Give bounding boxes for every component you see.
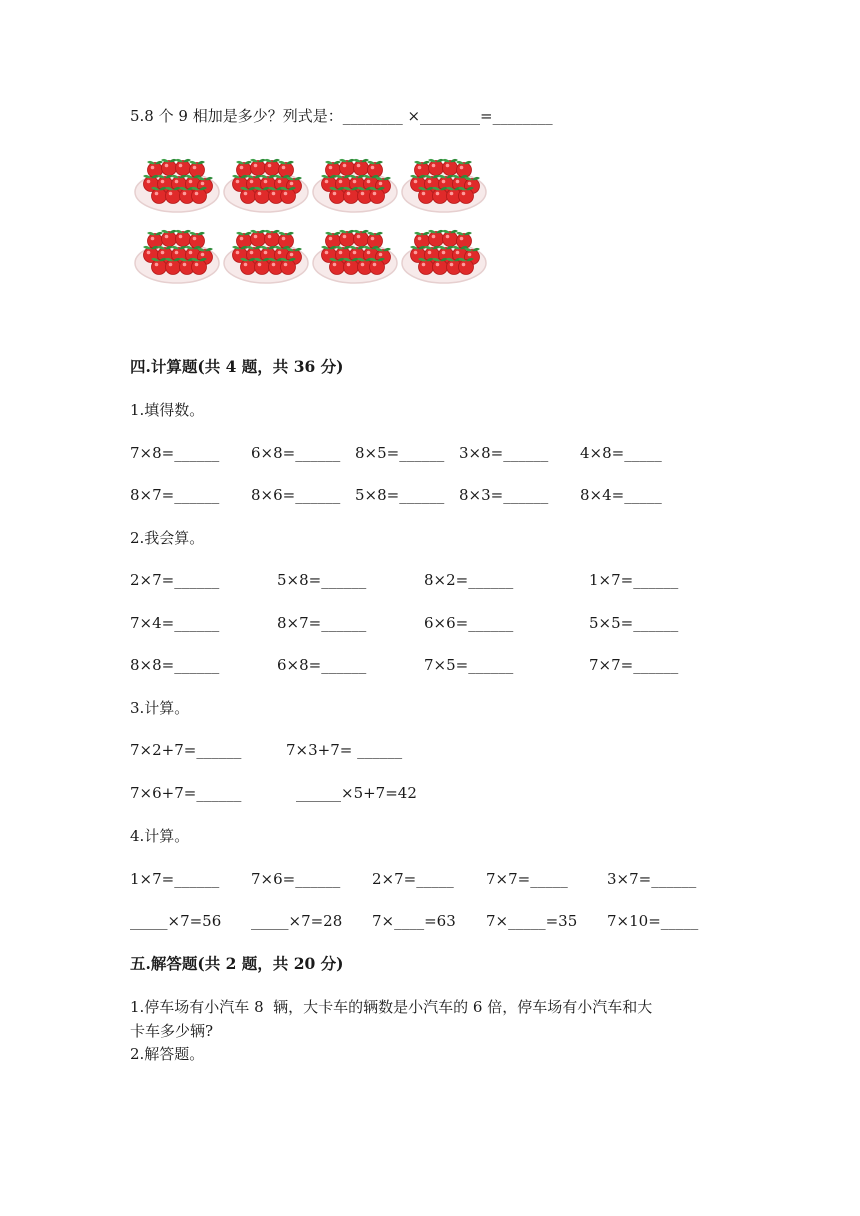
apple-shape [191, 258, 207, 275]
problem-cell: 8×6=______ [251, 486, 341, 504]
problem-cell: 8×7=______ [277, 614, 367, 632]
problem-2-row-3 [0, 655, 860, 675]
apple-shape [254, 258, 270, 275]
apple-shape [339, 159, 355, 176]
apple-plate-drawing [311, 225, 399, 287]
apple-plate [400, 154, 488, 216]
apple-plate-drawing [222, 225, 310, 287]
apple-plate [133, 154, 221, 216]
apple-shape [353, 159, 369, 176]
apple-shape [240, 187, 256, 204]
apple-shape [442, 230, 458, 247]
problem-cell: 7×6=______ [251, 870, 341, 888]
apple-shape [369, 258, 385, 275]
problem-cell: 1×7=______ [589, 571, 679, 589]
apple-shape [250, 230, 266, 247]
apple-shape [458, 187, 474, 204]
problem-cell: 7×2+7=______ [130, 741, 242, 759]
problem-1-row-1 [0, 443, 860, 463]
apple-plate [222, 154, 310, 216]
apple-shape [161, 230, 177, 247]
problem-3-row-1 [0, 740, 860, 760]
problem-4-row-1 [0, 869, 860, 889]
apple-shape [264, 159, 280, 176]
section-5-title: 五.解答题(共 2 题，共 20 分) [130, 954, 344, 973]
question-5: 5.8 个 9 相加是多少？列式是：________ ×________=________ [130, 107, 553, 125]
apple-shape [442, 159, 458, 176]
apple-shape [165, 258, 181, 275]
apple-plate [133, 225, 221, 287]
apple-shape [329, 258, 345, 275]
problem-cell: 7×7=______ [589, 656, 679, 674]
question-2: 2.解答题。 [130, 1045, 205, 1063]
problem-cell: 8×4=_____ [580, 486, 662, 504]
question-1-line-1: 1.停车场有小汽车 8 辆，大卡车的辆数是小汽车的 6 倍，停车场有小汽车和大 [130, 998, 653, 1016]
problem-2-title: 2.我会算。 [130, 529, 205, 547]
apple-plate [400, 225, 488, 287]
problem-cell: 8×5=______ [355, 444, 445, 462]
problem-cell: 7×6+7=______ [130, 784, 242, 802]
apple-shape [151, 187, 167, 204]
section-4-title: 四.计算题(共 4 题，共 36 分) [130, 357, 344, 376]
apple-plate-drawing [222, 154, 310, 216]
problem-cell: 7×5=______ [424, 656, 514, 674]
apple-shape [280, 187, 296, 204]
problem-4-title: 4.计算。 [130, 827, 190, 845]
apple-plate-drawing [400, 225, 488, 287]
apple-shape [418, 258, 434, 275]
problem-cell: 8×7=______ [130, 486, 220, 504]
problem-cell: 7×8=______ [130, 444, 220, 462]
apple-shape [250, 159, 266, 176]
problem-cell: _____×7=28 [251, 912, 343, 930]
problem-cell: 2×7=_____ [372, 870, 454, 888]
apple-shape [161, 159, 177, 176]
problem-cell: 6×8=______ [277, 656, 367, 674]
problem-cell: 6×6=______ [424, 614, 514, 632]
apple-shape [432, 258, 448, 275]
problem-1-row-2 [0, 485, 860, 505]
apple-shape [369, 187, 385, 204]
problem-1-title: 1.填得数。 [130, 401, 205, 419]
apple-shape [175, 159, 191, 176]
problem-cell: 7×4=______ [130, 614, 220, 632]
problem-cell: 8×3=______ [459, 486, 549, 504]
problem-cell: 7×____=63 [372, 912, 456, 930]
problem-cell: 7×3+7= ______ [286, 741, 403, 759]
apple-plate [311, 225, 399, 287]
problem-cell: 8×8=______ [130, 656, 220, 674]
apple-shape [329, 187, 345, 204]
question-1-line-2: 卡车多少辆? [130, 1022, 214, 1040]
apple-plate-drawing [133, 225, 221, 287]
apple-plate [222, 225, 310, 287]
apple-plate-drawing [400, 154, 488, 216]
apple-plate-drawing [311, 154, 399, 216]
problem-cell: 4×8=_____ [580, 444, 662, 462]
problem-cell: 5×8=______ [355, 486, 445, 504]
apple-shape [254, 187, 270, 204]
apple-plate [311, 154, 399, 216]
problem-2-row-2 [0, 613, 860, 633]
problem-cell: 7×7=_____ [486, 870, 568, 888]
apple-shape [151, 258, 167, 275]
problem-cell: 8×2=______ [424, 571, 514, 589]
problem-cell: ______×5+7=42 [296, 784, 417, 802]
apple-shape [280, 258, 296, 275]
apple-shape [418, 187, 434, 204]
problem-2-row-1 [0, 570, 860, 590]
problem-cell: 5×5=______ [589, 614, 679, 632]
apple-shape [339, 230, 355, 247]
apple-shape [240, 258, 256, 275]
problem-cell: 1×7=______ [130, 870, 220, 888]
apple-shape [432, 187, 448, 204]
apple-shape [428, 159, 444, 176]
problem-4-row-2 [0, 911, 860, 931]
problem-cell: 6×8=______ [251, 444, 341, 462]
problem-cell: 5×8=______ [277, 571, 367, 589]
apple-shape [353, 230, 369, 247]
apple-shape [458, 258, 474, 275]
apple-plate-drawing [133, 154, 221, 216]
apple-shape [428, 230, 444, 247]
problem-cell: _____×7=56 [130, 912, 222, 930]
apple-shape [343, 258, 359, 275]
apple-shape [165, 187, 181, 204]
apple-shape [264, 230, 280, 247]
apple-shape [343, 187, 359, 204]
problem-cell: 7×10=_____ [607, 912, 699, 930]
problem-cell: 3×8=______ [459, 444, 549, 462]
problem-cell: 3×7=______ [607, 870, 697, 888]
problem-cell: 7×_____=35 [486, 912, 578, 930]
apple-shape [175, 230, 191, 247]
problem-cell: 2×7=______ [130, 571, 220, 589]
problem-3-row-2 [0, 783, 860, 803]
apple-shape [191, 187, 207, 204]
problem-3-title: 3.计算。 [130, 699, 190, 717]
